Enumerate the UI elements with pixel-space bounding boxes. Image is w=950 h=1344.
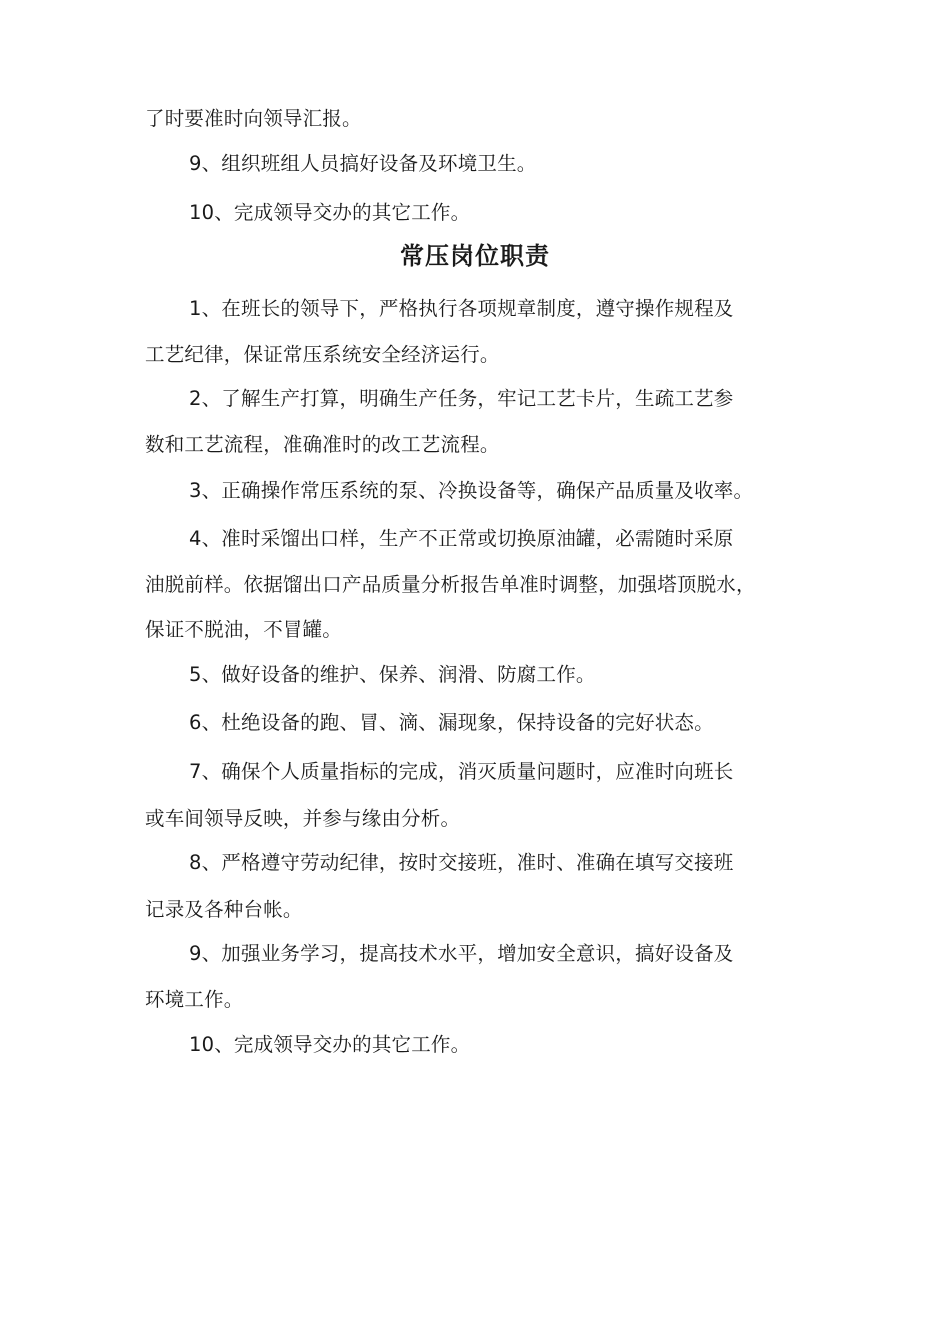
prev-item-10: 10、完成领导交办的其它工作。 xyxy=(189,201,471,224)
prev-continuation-line: 了时要准时向领导汇报。 xyxy=(145,107,362,130)
item-3: 3、正确操作常压系统的泵、冷换设备等，确保产品质量及收率。 xyxy=(189,479,754,502)
item-7-line-2: 或车间领导反映，并参与缘由分析。 xyxy=(145,807,461,830)
prev-item-9: 9、组织班组人员搞好设备及环境卫生。 xyxy=(189,152,537,175)
item-9-line-2: 环境工作。 xyxy=(145,988,244,1011)
item-4-line-3: 保证不脱油，不冒罐。 xyxy=(145,618,343,641)
item-4-line-2: 油脱前样。依据馏出口产品质量分析报告单准时调整，加强塔顶脱水， xyxy=(145,573,756,596)
item-8-line-2: 记录及各种台帐。 xyxy=(145,898,303,921)
item-10: 10、完成领导交办的其它工作。 xyxy=(189,1033,471,1056)
section-title: 常压岗位职责 xyxy=(400,242,550,270)
item-7-line-1: 7、确保个人质量指标的完成，消灭质量问题时，应准时向班长 xyxy=(189,760,734,783)
item-5: 5、做好设备的维护、保养、润滑、防腐工作。 xyxy=(189,663,596,686)
item-1-line-2: 工艺纪律，保证常压系统安全经济运行。 xyxy=(145,343,500,366)
item-1-line-1: 1、在班长的领导下，严格执行各项规章制度，遵守操作规程及 xyxy=(189,297,734,320)
item-6: 6、杜绝设备的跑、冒、滴、漏现象，保持设备的完好状态。 xyxy=(189,711,714,734)
item-2-line-1: 2、了解生产打算，明确生产任务，牢记工艺卡片，生疏工艺参 xyxy=(189,387,734,410)
item-9-line-1: 9、加强业务学习，提高技术水平，增加安全意识，搞好设备及 xyxy=(189,942,734,965)
item-2-line-2: 数和工艺流程，准确准时的改工艺流程。 xyxy=(145,433,500,456)
item-4-line-1: 4、准时采馏出口样，生产不正常或切换原油罐，必需随时采原 xyxy=(189,527,734,550)
item-8-line-1: 8、严格遵守劳动纪律，按时交接班，准时、准确在填写交接班 xyxy=(189,851,734,874)
